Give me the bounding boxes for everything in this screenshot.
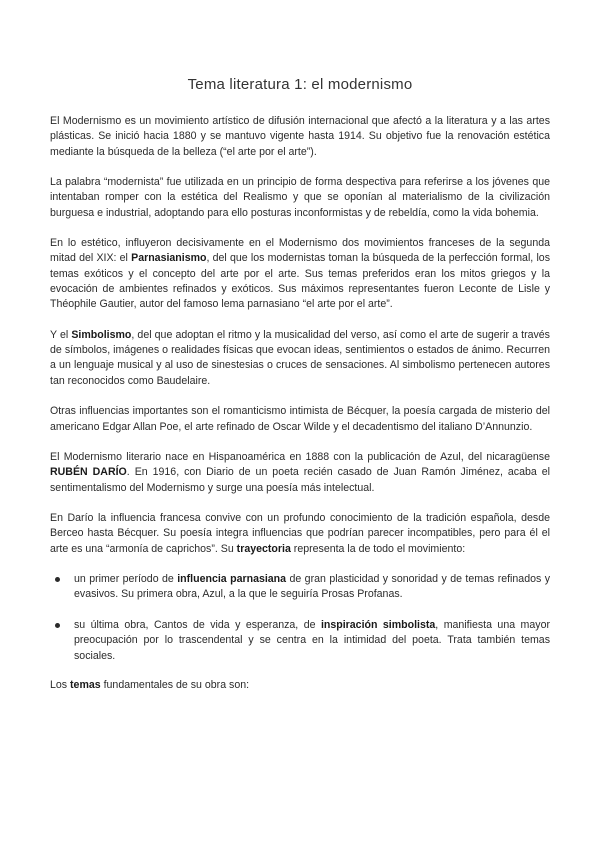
paragraph-trayectoria xyxy=(50,511,550,557)
list-item-text: un primer período de xyxy=(74,573,178,586)
bold-term-temas: temas xyxy=(70,678,101,691)
bold-term-simbolismo: Simbolismo xyxy=(71,328,132,341)
paragraph-text: Y el xyxy=(50,328,72,341)
bold-term-ruben-dario: RUBÉN DARÍO xyxy=(50,466,127,479)
list-item-text: de gran plasticidad y sonoridad y de temas refinados y evasivos. Su primera obra, Azul, a la que le seguiría Prosas Profanas. xyxy=(74,573,550,601)
bold-term-parnasianismo: Parnasianismo xyxy=(131,252,207,265)
paragraph-otras-influencias: Otras influencias importantes son el romanticismo intimista de Bécquer, la poesía cargada de misterio del americano Edgar Allan Poe, el arte refinado de Oscar Wilde y el decadentismo del italiano D’Annunzio. xyxy=(50,405,550,433)
bullet-list xyxy=(50,572,550,664)
bold-term: inspiración simbolista xyxy=(320,618,436,631)
paragraph-intro: El Modernismo es un movimiento artístico de difusión internacional que afectó a la literatura y a las artes plásticas. Se inició hacia 1880 y se mantuvo vigente hasta 1914. Su objetivo fue la renovación estética mediante la búsqueda de la belleza (“el arte por el arte”). xyxy=(50,115,550,158)
paragraph-text: , del que los modernistas toman la búsqueda de la perfección formal, los temas exóticos y el concepto del arte por el arte. Sus temas preferidos eran los mitos griegos y la evocación de ambientes refinados y exóticos. Sus máximos representantes fueron Leconte de Lisle y Théophile Gautier, autor del famoso lema parnasiano “el arte por el arte”. xyxy=(50,252,550,311)
paragraph-text: . En 1916, con Diario de un poeta recién casado de Juan Ramón Jiménez, acaba el sentimentalismo del Modernismo y surge una poesía más intelectual. xyxy=(50,466,550,494)
paragraph-ruben-dario xyxy=(50,450,550,496)
list-item xyxy=(50,572,550,603)
bold-term: influencia parnasiana xyxy=(177,573,287,586)
paragraph-text: fundamentales de su obra son: xyxy=(100,678,250,691)
list-item-text: , manifiesta una mayor preocupación por lo trascendental y se centra en la intimidad del poeta. Trata también temas sociales. xyxy=(74,618,550,662)
document-title: Tema literatura 1: el modernismo xyxy=(187,76,413,93)
paragraph-temas xyxy=(50,678,550,693)
list-item-text: su última obra, Cantos de vida y esperanza, de xyxy=(74,618,321,631)
bullet-dot-icon xyxy=(55,577,60,582)
paragraph-text: En lo estético, influyeron decisivamente en el Modernismo dos movimientos franceses de la segunda mitad del XIX: el xyxy=(50,237,550,265)
list-item xyxy=(50,618,550,664)
bullet-dot-icon xyxy=(55,623,60,628)
paragraph-text: , del que adoptan el ritmo y la musicalidad del verso, así como el arte de sugerir a través de símbolos, imágenes o realidades físicas que evocan ideas, sentimientos o estados de ánimo. Recurren a un lenguaje musical y al uso de sinestesias o cruces de sensaciones. Al simbolismo pertenecen autores tan reconocidos como Baudelaire. xyxy=(50,328,550,387)
paragraph-text: En Darío la influencia francesa convive con un profundo conocimiento de la tradición española, desde Berceo hasta Bécquer. Su poesía integra influencias que podrían parecer incompatibles, pero para él el arte es una “armonía de caprichos”. Su xyxy=(50,512,550,555)
bold-term-trayectoria: trayectoria xyxy=(236,542,291,555)
paragraph-modernista-word: La palabra “modernista” fue utilizada en un principio de forma despectiva para referirse a los jóvenes que intentaban romper con la estética del Realismo y que se oponían al materialismo de la civilización burguesa e industrial, adoptando para ello posturas inconformistas y de rebeldía, como la vida bohemia. xyxy=(50,176,550,219)
paragraph-text: representa la de todo el movimiento: xyxy=(290,542,466,555)
paragraph-text: Los xyxy=(50,678,71,691)
paragraph-parnasianismo xyxy=(50,236,550,312)
document-body xyxy=(50,114,550,708)
paragraph-text: El Modernismo literario nace en Hispanoamérica en 1888 con la publicación de Azul, del nicaragüense xyxy=(50,450,550,463)
paragraph-simbolismo xyxy=(50,328,550,389)
